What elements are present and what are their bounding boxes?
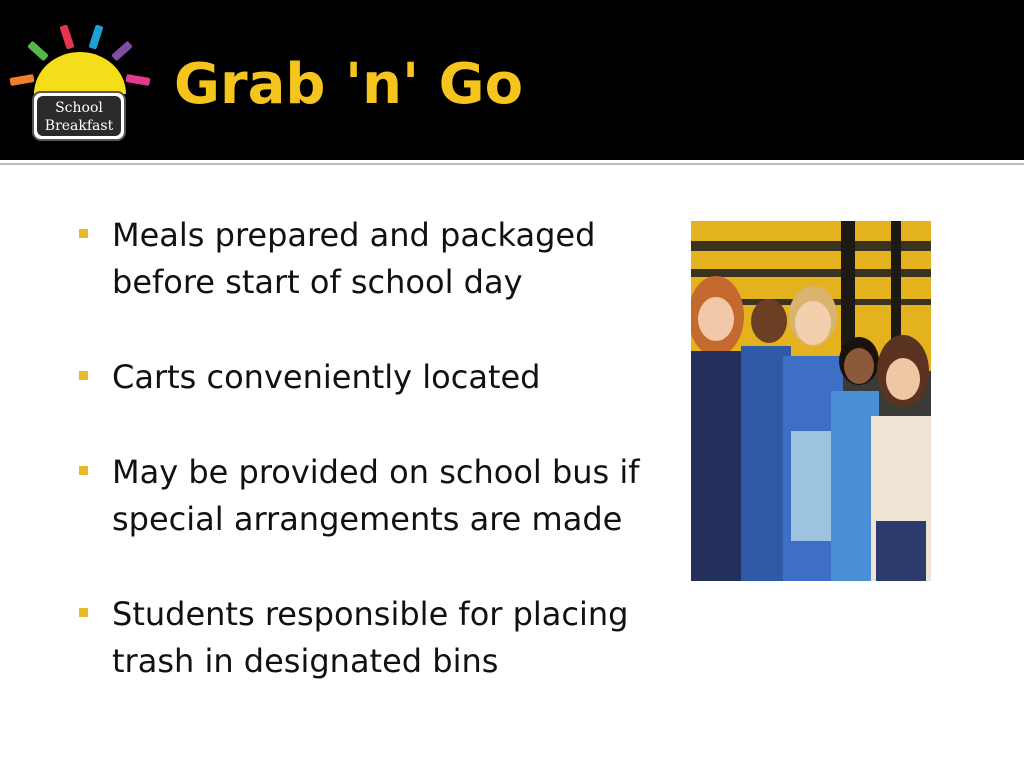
bullet-item: [74, 212, 654, 306]
bullet-item: [74, 449, 654, 543]
children-photo: [691, 221, 931, 581]
sun-logo-icon: [4, 22, 154, 144]
bullet-list: [74, 212, 654, 733]
bullet-item: [74, 591, 654, 685]
square-bullet-icon: [79, 371, 88, 380]
bullet-text: Students responsible for placing trash in designated bins: [112, 595, 629, 680]
logo-text-school: School: [55, 100, 103, 116]
bullet-item: [74, 354, 654, 401]
slide-title: Grab 'n' Go: [174, 52, 524, 117]
square-bullet-icon: [79, 608, 88, 617]
bullet-text: Carts conveniently located: [112, 358, 541, 396]
header-divider: [0, 160, 1024, 168]
logo-text-breakfast: Breakfast: [44, 118, 114, 134]
bullet-text: May be provided on school bus if special arrangements are made: [112, 453, 640, 538]
children-by-school-bus-photo-icon: [691, 221, 931, 581]
school-breakfast-logo: [4, 22, 154, 144]
square-bullet-icon: [79, 229, 88, 238]
square-bullet-icon: [79, 466, 88, 475]
bullet-text: Meals prepared and packaged before start of school day: [112, 216, 596, 301]
